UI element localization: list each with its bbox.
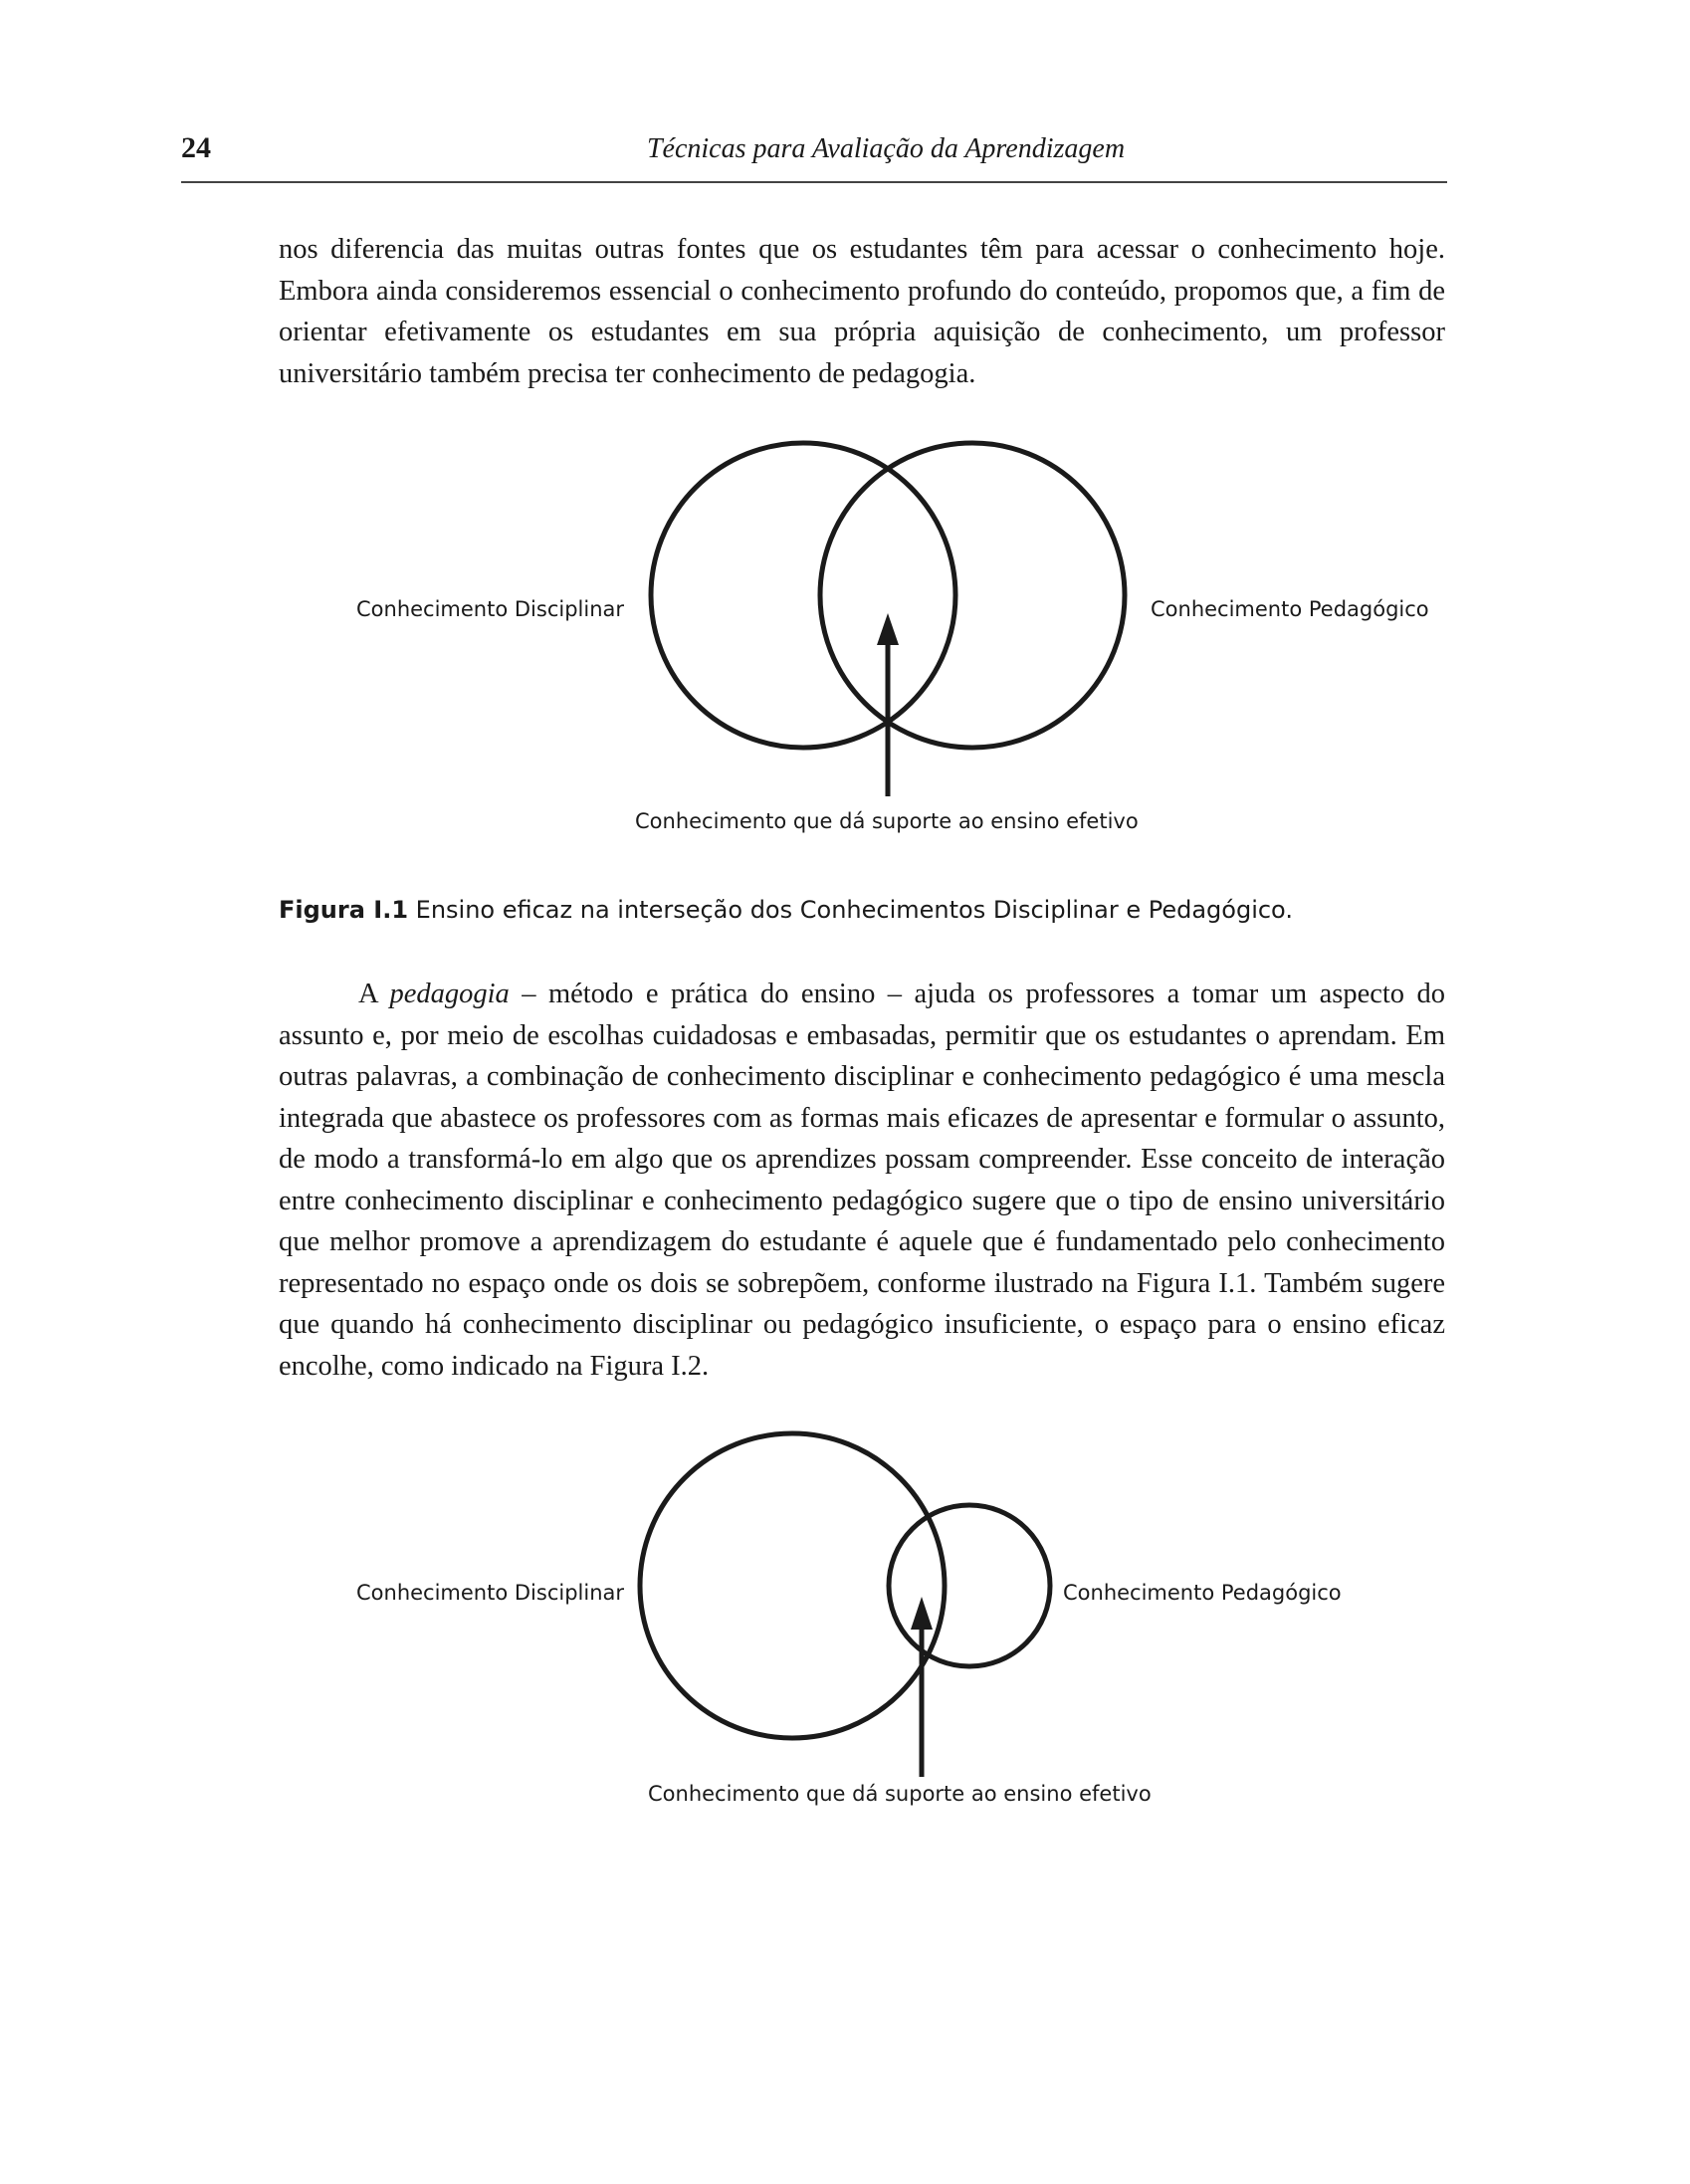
figure-1-pedagogico-circle bbox=[820, 443, 1125, 748]
figure-1-label-disciplinar: Conhecimento Disciplinar bbox=[356, 597, 625, 621]
figure-1-arrow-head bbox=[877, 613, 899, 645]
paragraph-2-rest: – método e prática do ensino – ajuda os professores a tomar um aspecto do assunto e, por meio de escolhas cuidadosas e embasadas, permitir que os estudantes o aprendam. Em outras palavras, a combinação de conhecimento disciplinar e conhecimento pedagógico é uma mescla integrada que abastece os professores com as formas mais eficazes de apresentar e formular o assunto, de modo a transformá-lo em algo que os aprendizes possam compreender. Esse conceito de interação entre conhecimento disciplinar e conhecimento pedagógico sugere que o tipo de ensino universitário que melhor promove a aprendizagem do estudante é aquele que é fundamentado pelo conhecimento representado no espaço onde os dois se sobrepõem, conforme ilustrado na Figura I.1. Também sugere que quando há conhecimento disciplinar ou pedagógico insuficiente, o espaço para o ensino eficaz encolhe, como indicado na Figura I.2. bbox=[279, 979, 1445, 1382]
figure-1-label-bottom: Conhecimento que dá suporte ao ensino efetivo bbox=[635, 809, 1139, 833]
running-head: Técnicas para Avaliação da Aprendizagem bbox=[646, 133, 1126, 164]
figure-2-disciplinar-circle bbox=[640, 1433, 945, 1738]
figure-2-label-disciplinar: Conhecimento Disciplinar bbox=[356, 1581, 625, 1605]
figure-1-caption bbox=[279, 896, 1293, 924]
figure-1-disciplinar-circle bbox=[651, 443, 955, 748]
figure-1-diagram bbox=[0, 0, 1690, 896]
figure-2-label-bottom: Conhecimento que dá suporte ao ensino efetivo bbox=[648, 1782, 1152, 1806]
paragraph-2-emphasis: pedagogia bbox=[389, 979, 510, 1009]
figure-1-caption-text: Ensino eficaz na interseção dos Conhecimentos Disciplinar e Pedagógico. bbox=[408, 896, 1293, 924]
paragraph-2 bbox=[279, 974, 1445, 1387]
figure-2-pedagogico-circle bbox=[889, 1505, 1050, 1666]
figure-2-label-pedagogico: Conhecimento Pedagógico bbox=[1063, 1581, 1342, 1605]
paragraph-1-text: nos diferencia das muitas outras fontes que os estudantes têm para acessar o conhecimento hoje. Embora ainda consideremos essencial o conhecimento profundo do conteúdo, propomos que, a fim de orientar efetivamente os estudantes em sua própria aquisição de conhecimento, um professor universitário também precisa ter conhecimento de pedagogia. bbox=[279, 234, 1445, 389]
page-number: 24 bbox=[181, 131, 211, 164]
paragraph-2-text bbox=[279, 974, 1445, 1387]
paragraph-2-start: A bbox=[358, 979, 390, 1009]
figure-1-caption-label: Figura I.1 bbox=[279, 896, 409, 924]
figure-1-label-pedagogico: Conhecimento Pedagógico bbox=[1151, 597, 1429, 621]
figure-2-arrow-head bbox=[911, 1597, 933, 1630]
